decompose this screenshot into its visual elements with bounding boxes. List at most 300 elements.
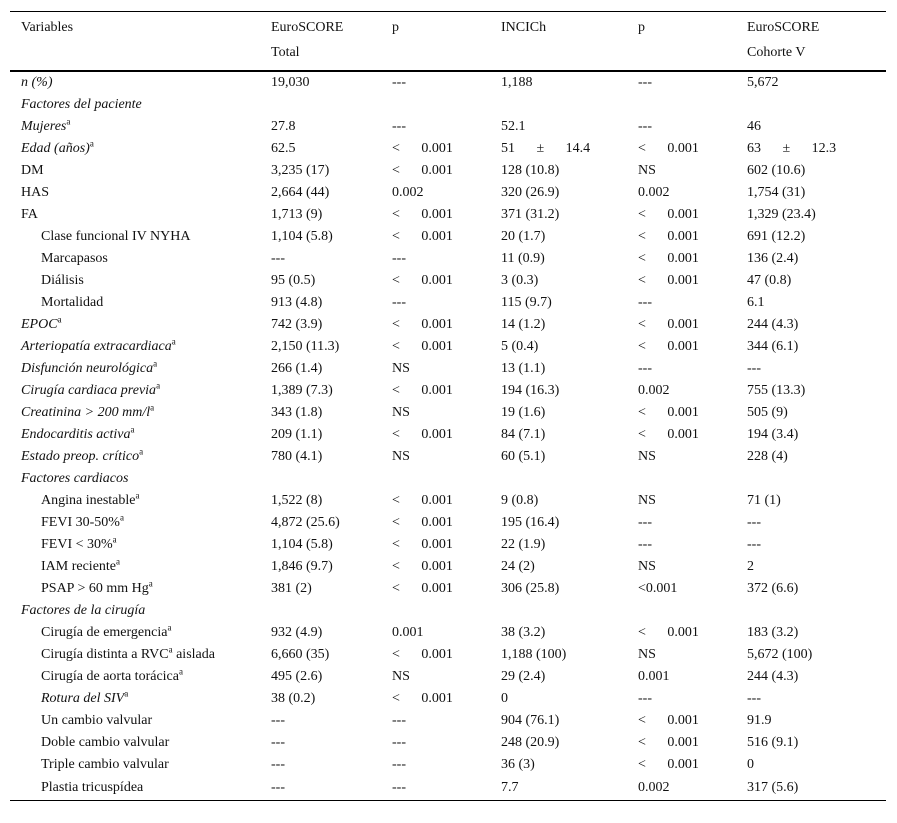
euroscore-total-cell: ---: [271, 713, 285, 728]
row-label-text: Endocarditis activa: [21, 427, 131, 442]
euroscore-cohorte-cell: 91.9: [747, 713, 772, 728]
euroscore-cohorte-cell: 47 (0.8): [747, 273, 792, 288]
incich-cell: 19 (1.6): [501, 405, 546, 420]
header-incich: INCICh: [501, 12, 638, 44]
incich-cell: 320 (26.9): [501, 185, 560, 200]
table-row: [10, 732, 886, 754]
row-label-text: Edad (años): [21, 141, 90, 156]
incich-cell: 194 (16.3): [501, 383, 560, 398]
section-row: [10, 94, 886, 116]
footnote-marker: a: [168, 644, 173, 655]
euroscore-cohorte-cell: 505 (9): [747, 405, 788, 420]
row-label: [10, 578, 271, 600]
p-value-1-cell: NS: [392, 361, 410, 376]
p-value-1-cell: < 0.001: [392, 559, 453, 574]
incich-cell: 7.7: [501, 776, 638, 801]
table-row: [10, 776, 886, 801]
header-variables: Variables: [10, 12, 271, 44]
p-value-1-cell: < 0.001: [392, 229, 453, 244]
row-label: [10, 666, 271, 688]
euroscore-cohorte-cell: 1,329 (23.4): [747, 207, 816, 222]
row-label: [10, 116, 271, 138]
row-label-text: FEVI 30-50%: [41, 515, 120, 530]
p-value-2-cell: [638, 468, 747, 490]
euroscore-cohorte-cell: [747, 468, 886, 490]
p-value-2-cell: < 0.001: [638, 427, 699, 442]
p-value-1-cell: < 0.001: [392, 493, 453, 508]
header-euroscore-total: EuroSCORE: [271, 12, 392, 44]
p-value-1-cell: < 0.001: [392, 383, 453, 398]
p-value-2-cell: ---: [638, 691, 652, 706]
p-value-1-cell: < 0.001: [392, 317, 453, 332]
header-sub-variables: [10, 43, 271, 71]
header-sub-total: Total: [271, 43, 392, 71]
table-row: [10, 182, 886, 204]
p-value-2-cell: < 0.001: [638, 339, 699, 354]
footnote-marker: a: [57, 314, 62, 325]
euroscore-total-cell: ---: [271, 776, 392, 801]
row-label-text: Cirugía de aorta torácica: [41, 669, 179, 684]
p-value-2-cell: < 0.001: [638, 229, 699, 244]
p-value-2-cell: [638, 94, 747, 116]
row-label: [10, 358, 271, 380]
p-value-2-cell: 0.001: [638, 669, 670, 684]
euroscore-total-cell: 95 (0.5): [271, 273, 316, 288]
footnote-marker: a: [116, 556, 121, 567]
euroscore-total-cell: 62.5: [271, 141, 296, 156]
incich-cell: 0: [501, 691, 508, 706]
table-row: [10, 622, 886, 644]
p-value-2-cell: < 0.001: [638, 251, 699, 266]
row-label: [10, 732, 271, 754]
row-label-text: FEVI < 30%: [41, 537, 113, 552]
header-sub-p-1: [392, 43, 501, 71]
euroscore-total-cell: 742 (3.9): [271, 317, 323, 332]
p-value-1-cell: ---: [392, 75, 406, 90]
euroscore-total-cell: 932 (4.9): [271, 625, 323, 640]
euroscore-cohorte-cell: 344 (6.1): [747, 339, 799, 354]
euroscore-cohorte-cell: 2: [747, 559, 754, 574]
euroscore-cohorte-cell: 755 (13.3): [747, 383, 806, 398]
incich-cell: 52.1: [501, 119, 526, 134]
footnote-marker: a: [171, 336, 176, 347]
row-label-text: PSAP > 60 mm Hg: [41, 581, 149, 596]
p-value-1-cell: < 0.001: [392, 163, 453, 178]
footnote-marker: a: [156, 380, 161, 391]
footnote-marker: a: [124, 688, 129, 699]
table-row: [10, 424, 886, 446]
p-value-2-cell: < 0.001: [638, 735, 699, 750]
table-row: [10, 358, 886, 380]
p-value-2-cell: < 0.001: [638, 625, 699, 640]
euroscore-total-cell: 27.8: [271, 119, 296, 134]
p-value-2-cell: [638, 600, 747, 622]
table-row: [10, 556, 886, 578]
p-value-1-cell: [392, 468, 501, 490]
p-value-1-cell: 0.001: [392, 625, 424, 640]
section-row: [10, 468, 886, 490]
row-label: [10, 380, 271, 402]
header-row-1: [10, 12, 886, 44]
row-label: [10, 94, 271, 116]
euroscore-total-cell: 2,664 (44): [271, 185, 330, 200]
row-label: [10, 424, 271, 446]
table-header: [10, 12, 886, 72]
incich-cell: 5 (0.4): [501, 339, 539, 354]
table-row: [10, 204, 886, 226]
euroscore-cohorte-cell: 63 ± 12.3: [747, 141, 837, 156]
incich-cell: 11 (0.9): [501, 251, 545, 266]
p-value-2-cell: NS: [638, 449, 656, 464]
row-label-text: Factores cardiacos: [21, 471, 129, 486]
table-row: [10, 534, 886, 556]
p-value-2-cell: 0.002: [638, 776, 747, 801]
p-value-1-cell: < 0.001: [392, 141, 453, 156]
euroscore-cohorte-cell: ---: [747, 537, 761, 552]
header-euroscore-cohorte: EuroSCORE: [747, 12, 886, 44]
euroscore-cohorte-cell: [747, 94, 886, 116]
footnote-marker: a: [167, 622, 172, 633]
row-label: [10, 138, 271, 160]
footnote-marker: a: [135, 490, 140, 501]
incich-cell: 1,188: [501, 75, 533, 90]
euroscore-total-cell: 2,150 (11.3): [271, 339, 340, 354]
incich-cell: 51 ± 14.4: [501, 141, 591, 156]
euroscore-total-cell: 381 (2): [271, 581, 312, 596]
euroscore-cohorte-cell: 1,754 (31): [747, 185, 806, 200]
row-label: [10, 160, 271, 182]
row-label-text: Clase funcional IV NYHA: [41, 229, 191, 244]
footnote-marker: a: [112, 534, 117, 545]
euroscore-cohorte-cell: ---: [747, 515, 761, 530]
row-label: [10, 446, 271, 468]
row-label-text: Mortalidad: [41, 295, 104, 310]
row-label-text: DM: [21, 163, 44, 178]
euroscore-total-cell: 38 (0.2): [271, 691, 316, 706]
row-label: [10, 622, 271, 644]
header-p-2: p: [638, 12, 747, 44]
euroscore-cohorte-cell: 5,672: [747, 75, 779, 90]
incich-cell: [501, 468, 638, 490]
footnote-marker: a: [130, 424, 135, 435]
incich-cell: 14 (1.2): [501, 317, 546, 332]
p-value-1-cell: ---: [392, 713, 406, 728]
row-label: [10, 336, 271, 358]
euroscore-total-cell: ---: [271, 735, 285, 750]
row-label: [10, 710, 271, 732]
footnote-marker: a: [153, 358, 158, 369]
p-value-2-cell: < 0.001: [638, 273, 699, 288]
euroscore-total-cell: 495 (2.6): [271, 669, 323, 684]
incich-cell: 84 (7.1): [501, 427, 546, 442]
incich-cell: 248 (20.9): [501, 735, 560, 750]
table-row: [10, 248, 886, 270]
p-value-2-cell: 0.002: [638, 383, 670, 398]
table-row: [10, 578, 886, 600]
incich-cell: 3 (0.3): [501, 273, 539, 288]
row-label-text: HAS: [21, 185, 50, 200]
row-label-text: Un cambio valvular: [41, 713, 153, 728]
p-value-2-cell: NS: [638, 163, 656, 178]
row-label: [10, 248, 271, 270]
section-row: [10, 600, 886, 622]
table-row: [10, 402, 886, 424]
euroscore-cohorte-cell: 244 (4.3): [747, 669, 799, 684]
p-value-2-cell: < 0.001: [638, 317, 699, 332]
euroscore-total-cell: [271, 94, 392, 116]
footnote-marker: a: [66, 116, 71, 127]
row-label: [10, 556, 271, 578]
row-label-text: Diálisis: [41, 273, 84, 288]
row-label-text: Disfunción neurológica: [21, 361, 154, 376]
row-label: [10, 644, 271, 666]
p-value-2-cell: ---: [638, 537, 652, 552]
row-label-text: Cirugía cardiaca previa: [21, 383, 157, 398]
row-label-text: IAM reciente: [41, 559, 117, 574]
p-value-2-cell: < 0.001: [638, 713, 699, 728]
incich-cell: 9 (0.8): [501, 493, 539, 508]
euroscore-cohorte-cell: 6.1: [747, 295, 765, 310]
incich-cell: 36 (3): [501, 757, 535, 772]
incich-cell: 38 (3.2): [501, 625, 546, 640]
incich-cell: 195 (16.4): [501, 515, 560, 530]
row-label: [10, 776, 271, 801]
euroscore-total-cell: 913 (4.8): [271, 295, 323, 310]
p-value-1-cell: < 0.001: [392, 581, 453, 596]
row-label: [10, 490, 271, 512]
p-value-2-cell: NS: [638, 559, 656, 574]
incich-cell: 13 (1.1): [501, 361, 546, 376]
p-value-1-cell: < 0.001: [392, 273, 453, 288]
table-row: [10, 270, 886, 292]
p-value-1-cell: ---: [392, 776, 501, 801]
row-label-text: Factores del paciente: [21, 97, 142, 112]
row-label-text: Cirugía de emergencia: [41, 625, 168, 640]
row-label-text: Estado preop. crítico: [21, 449, 140, 464]
p-value-1-cell: NS: [392, 669, 410, 684]
row-label-suffix: aislada: [172, 647, 215, 662]
euroscore-total-cell: 266 (1.4): [271, 361, 323, 376]
table-row: [10, 490, 886, 512]
euroscore-cohorte-cell: 194 (3.4): [747, 427, 799, 442]
header-sub-p-2: [638, 43, 747, 71]
table-row: [10, 116, 886, 138]
row-label: [10, 204, 271, 226]
p-value-1-cell: < 0.001: [392, 207, 453, 222]
p-value-1-cell: < 0.001: [392, 339, 453, 354]
row-label-text: Factores de la cirugía: [21, 603, 146, 618]
euroscore-total-cell: [271, 600, 392, 622]
row-label-text: Plastia tricuspídea: [41, 780, 144, 795]
table-row: [10, 71, 886, 94]
incich-cell: 371 (31.2): [501, 207, 560, 222]
p-value-1-cell: NS: [392, 449, 410, 464]
euroscore-cohorte-cell: 317 (5.6): [747, 776, 886, 801]
p-value-2-cell: ---: [638, 361, 652, 376]
row-label: [10, 534, 271, 556]
p-value-1-cell: ---: [392, 757, 406, 772]
p-value-1-cell: < 0.001: [392, 515, 453, 530]
table-row: [10, 446, 886, 468]
euroscore-cohorte-cell: 691 (12.2): [747, 229, 806, 244]
euroscore-cohorte-cell: ---: [747, 691, 761, 706]
row-label-text: Arteriopatía extracardiaca: [21, 339, 172, 354]
p-value-1-cell: < 0.001: [392, 537, 453, 552]
footnote-marker: a: [89, 138, 94, 149]
row-label: [10, 314, 271, 336]
p-value-2-cell: < 0.001: [638, 405, 699, 420]
euroscore-total-cell: 6,660 (35): [271, 647, 330, 662]
euroscore-cohorte-cell: [747, 600, 886, 622]
p-value-1-cell: NS: [392, 405, 410, 420]
row-label: [10, 226, 271, 248]
p-value-1-cell: 0.002: [392, 185, 424, 200]
euroscore-cohorte-cell: 0: [747, 757, 754, 772]
incich-cell: 115 (9.7): [501, 295, 552, 310]
incich-cell: 20 (1.7): [501, 229, 546, 244]
table-row: [10, 644, 886, 666]
p-value-1-cell: ---: [392, 119, 406, 134]
table-row: [10, 380, 886, 402]
footnote-marker: a: [119, 512, 124, 523]
euroscore-total-cell: ---: [271, 251, 285, 266]
p-value-1-cell: < 0.001: [392, 647, 453, 662]
footnote-marker: a: [178, 666, 183, 677]
incich-cell: 60 (5.1): [501, 449, 546, 464]
row-label-text: Creatinina > 200 mm/l: [21, 405, 151, 420]
row-label: [10, 512, 271, 534]
p-value-2-cell: ---: [638, 75, 652, 90]
row-label: [10, 71, 271, 94]
euroscore-cohorte-cell: 5,672 (100): [747, 647, 813, 662]
row-label: [10, 402, 271, 424]
euroscore-cohorte-cell: 71 (1): [747, 493, 781, 508]
p-value-2-cell: ---: [638, 119, 652, 134]
row-label-text: Doble cambio valvular: [41, 735, 170, 750]
table-row: [10, 226, 886, 248]
euroscore-cohorte-cell: 244 (4.3): [747, 317, 799, 332]
euroscore-total-cell: [271, 468, 392, 490]
p-value-2-cell: 0.002: [638, 185, 670, 200]
incich-cell: 128 (10.8): [501, 163, 560, 178]
row-label: [10, 292, 271, 314]
header-sub-cohorte: Cohorte V: [747, 43, 886, 71]
table-row: [10, 160, 886, 182]
euroscore-total-cell: 1,104 (5.8): [271, 229, 333, 244]
euroscore-total-cell: 1,846 (9.7): [271, 559, 333, 574]
row-label-text: Rotura del SIV: [41, 691, 125, 706]
euroscore-total-cell: 19,030: [271, 75, 310, 90]
incich-cell: 24 (2): [501, 559, 535, 574]
euroscore-cohorte-cell: 602 (10.6): [747, 163, 806, 178]
p-value-1-cell: < 0.001: [392, 691, 453, 706]
euroscore-total-cell: 4,872 (25.6): [271, 515, 340, 530]
row-label-text: EPOC: [21, 317, 58, 332]
p-value-2-cell: ---: [638, 295, 652, 310]
euroscore-total-cell: 1,522 (8): [271, 493, 323, 508]
euroscore-cohorte-cell: 136 (2.4): [747, 251, 799, 266]
euroscore-total-cell: 343 (1.8): [271, 405, 323, 420]
table-row: [10, 666, 886, 688]
row-label: [10, 600, 271, 622]
table-row: [10, 314, 886, 336]
euroscore-cohorte-cell: 46: [747, 119, 761, 134]
euroscore-total-cell: 209 (1.1): [271, 427, 323, 442]
row-label: [10, 270, 271, 292]
p-value-1-cell: [392, 600, 501, 622]
row-label: [10, 468, 271, 490]
table-row: [10, 292, 886, 314]
euroscore-cohorte-cell: 516 (9.1): [747, 735, 799, 750]
header-sub-incich: [501, 43, 638, 71]
incich-cell: 29 (2.4): [501, 669, 546, 684]
table-body: [10, 71, 886, 801]
header-p-1: p: [392, 12, 501, 44]
p-value-1-cell: ---: [392, 251, 406, 266]
table-row: [10, 688, 886, 710]
row-label: [10, 688, 271, 710]
row-label: [10, 182, 271, 204]
euroscore-total-cell: ---: [271, 757, 285, 772]
p-value-1-cell: ---: [392, 295, 406, 310]
p-value-1-cell: < 0.001: [392, 427, 453, 442]
incich-cell: [501, 600, 638, 622]
footnote-marker: a: [148, 578, 153, 589]
p-value-2-cell: NS: [638, 493, 656, 508]
p-value-2-cell: NS: [638, 647, 656, 662]
row-label-text: Marcapasos: [41, 251, 108, 266]
data-table: [10, 11, 886, 801]
p-value-2-cell: < 0.001: [638, 757, 699, 772]
p-value-2-cell: < 0.001: [638, 207, 699, 222]
row-label-text: Mujeres: [21, 119, 67, 134]
euroscore-cohorte-cell: 372 (6.6): [747, 581, 799, 596]
euroscore-total-cell: 1,389 (7.3): [271, 383, 333, 398]
incich-cell: 22 (1.9): [501, 537, 546, 552]
incich-cell: 904 (76.1): [501, 713, 560, 728]
row-label-text: Angina inestable: [41, 493, 136, 508]
table-row: [10, 336, 886, 358]
header-row-2: [10, 43, 886, 71]
euroscore-total-cell: 780 (4.1): [271, 449, 323, 464]
p-value-2-cell: ---: [638, 515, 652, 530]
table-row: [10, 512, 886, 534]
row-label: [10, 754, 271, 776]
euroscore-cohorte-cell: 228 (4): [747, 449, 788, 464]
euroscore-cohorte-cell: ---: [747, 361, 761, 376]
row-label-text: Triple cambio valvular: [41, 757, 169, 772]
row-label-text: n (%): [21, 75, 53, 90]
incich-cell: 1,188 (100): [501, 647, 567, 662]
p-value-2-cell: < 0.001: [638, 141, 699, 156]
euroscore-total-cell: 1,713 (9): [271, 207, 323, 222]
euroscore-cohorte-cell: 183 (3.2): [747, 625, 799, 640]
p-value-1-cell: [392, 94, 501, 116]
footnote-marker: a: [150, 402, 155, 413]
euroscore-total-cell: 1,104 (5.8): [271, 537, 333, 552]
table-row: [10, 710, 886, 732]
euroscore-total-cell: 3,235 (17): [271, 163, 330, 178]
table-row: [10, 138, 886, 160]
p-value-2-cell: <0.001: [638, 581, 678, 596]
row-label-text: Cirugía distinta a RVC: [41, 647, 169, 662]
incich-cell: 306 (25.8): [501, 581, 560, 596]
row-label-text: FA: [21, 207, 38, 222]
footnote-marker: a: [139, 446, 144, 457]
incich-cell: [501, 94, 638, 116]
table-row: [10, 754, 886, 776]
p-value-1-cell: ---: [392, 735, 406, 750]
